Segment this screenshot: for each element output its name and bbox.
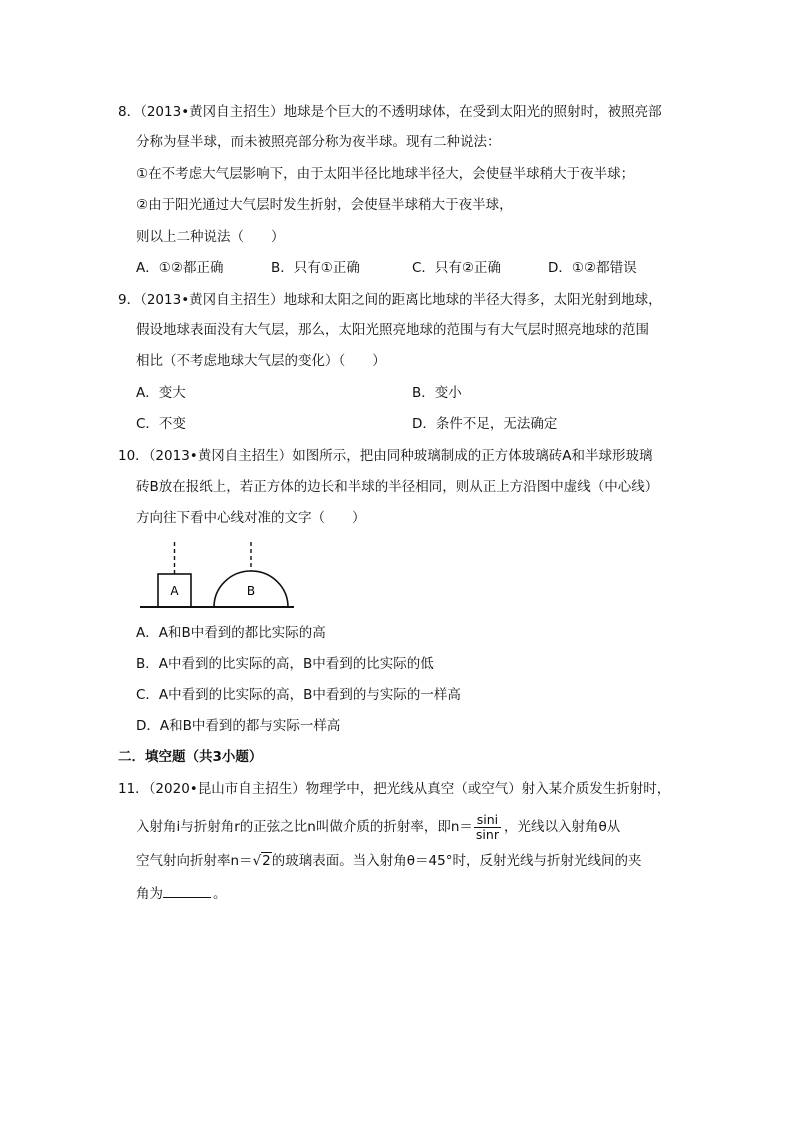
- sqrt-expression: [253, 851, 272, 871]
- q8-option-d[interactable]: D．①②都错误: [548, 260, 637, 276]
- fraction-denominator: sinr: [475, 826, 499, 842]
- q11-stem: 物理学中，把光线从真空（或空气）射入某介质发生折射时，: [305, 781, 671, 797]
- q9-option-a[interactable]: A．变大: [136, 385, 186, 401]
- sqrt-sign-icon: √: [252, 853, 262, 869]
- q10-option-c[interactable]: C．A中看到的比实际的高，B中看到的与实际的一样高: [136, 687, 461, 703]
- q8-option-b[interactable]: B．只有①正确: [271, 260, 360, 276]
- q10-figure: [136, 540, 296, 612]
- hemisphere-b-label: B: [246, 584, 256, 598]
- answer-blank[interactable]: [163, 883, 211, 898]
- q8-number: 8．: [118, 104, 141, 120]
- q10-line-2: 砖B放在报纸上，若正方体的边长和半球的半径相同，则从正上方沿图中虚线（中心线）: [136, 479, 659, 495]
- refractive-index-fraction: [474, 813, 501, 842]
- q8-stem: 地球是个巨大的不透明球体，在受到太阳光的照射时，被照亮部: [283, 104, 662, 120]
- q11-line-4: [136, 883, 227, 904]
- q8-option-a[interactable]: A．①②都正确: [136, 260, 224, 276]
- q11-text-2a: 入射角i与折射角r的正弦之比n叫做介质的折射率，即n＝: [136, 819, 473, 835]
- q8-source: （2013•黄冈自主招生）: [140, 104, 284, 120]
- q8-statement-1: ①在不考虑大气层影响下，由于太阳半径比地球半径大，会使昼半球稍大于夜半球；: [136, 166, 635, 182]
- q9-line-1: [118, 290, 662, 310]
- q11-line-2: [136, 812, 620, 842]
- q11-text-4a: 角为: [136, 886, 163, 902]
- q11-text-4b: 。: [213, 886, 227, 902]
- q10-option-d[interactable]: D．A和B中看到的都与实际一样高: [136, 718, 341, 734]
- q9-number: 9．: [118, 292, 141, 308]
- q10-option-b[interactable]: B．A中看到的比实际的高，B中看到的比实际的低: [136, 656, 434, 672]
- q8-question: 则以上二种说法（ ）: [136, 229, 285, 245]
- section-heading-fill-in: 二．填空题（共3小题）: [118, 749, 263, 765]
- cube-a-label: A: [170, 584, 179, 598]
- q11-text-2b: ，光线以入射角θ从: [503, 819, 621, 835]
- q10-option-a[interactable]: A．A和B中看到的都比实际的高: [136, 625, 326, 641]
- q10-line-3: 方向往下看中心线对准的文字（ ）: [136, 510, 366, 526]
- sqrt-radicand: 2: [262, 853, 271, 869]
- q11-line-3: [136, 851, 641, 871]
- q9-option-d[interactable]: D．条件不足，无法确定: [412, 416, 558, 432]
- fraction-numerator: sini: [474, 813, 501, 828]
- q8-line-2: 分称为昼半球，而未被照亮部分称为夜半球。现有二种说法：: [136, 134, 501, 150]
- q8-option-c[interactable]: C．只有②正确: [412, 260, 502, 276]
- q8-statement-2: ②由于阳光通过大气层时发生折射，会使昼半球稍大于夜半球，: [136, 197, 513, 213]
- q9-option-c[interactable]: C．不变: [136, 416, 186, 432]
- q11-source: （2020•昆山市自主招生）: [148, 781, 306, 797]
- q11-text-3a: 空气射向折射率n＝: [136, 853, 253, 869]
- q11-line-1: [118, 779, 670, 799]
- q11-text-3b: 的玻璃表面。当入射角θ＝45°时，反射光线与折射光线间的夹: [271, 853, 642, 869]
- q10-source: （2013•黄冈自主招生）: [148, 448, 293, 464]
- q11-number: 11．: [118, 781, 149, 797]
- q10-line-1: [118, 446, 653, 466]
- q9-stem: 地球和太阳之间的距离比地球的半径大得多，太阳光射到地球，: [283, 292, 662, 308]
- q9-line-2: 假设地球表面没有大气层，那么，太阳光照亮地球的范围与有大气层时照亮地球的范围: [136, 322, 649, 338]
- q10-number: 10．: [118, 448, 149, 464]
- q10-stem: 如图所示，把由同种玻璃制成的正方体玻璃砖A和半球形玻璃: [292, 448, 653, 464]
- q9-option-b[interactable]: B．变小: [412, 385, 462, 401]
- q9-line-3: 相比（不考虑地球大气层的变化）（ ）: [136, 353, 386, 369]
- q9-source: （2013•黄冈自主招生）: [140, 292, 284, 308]
- q8-line-1: [118, 102, 662, 122]
